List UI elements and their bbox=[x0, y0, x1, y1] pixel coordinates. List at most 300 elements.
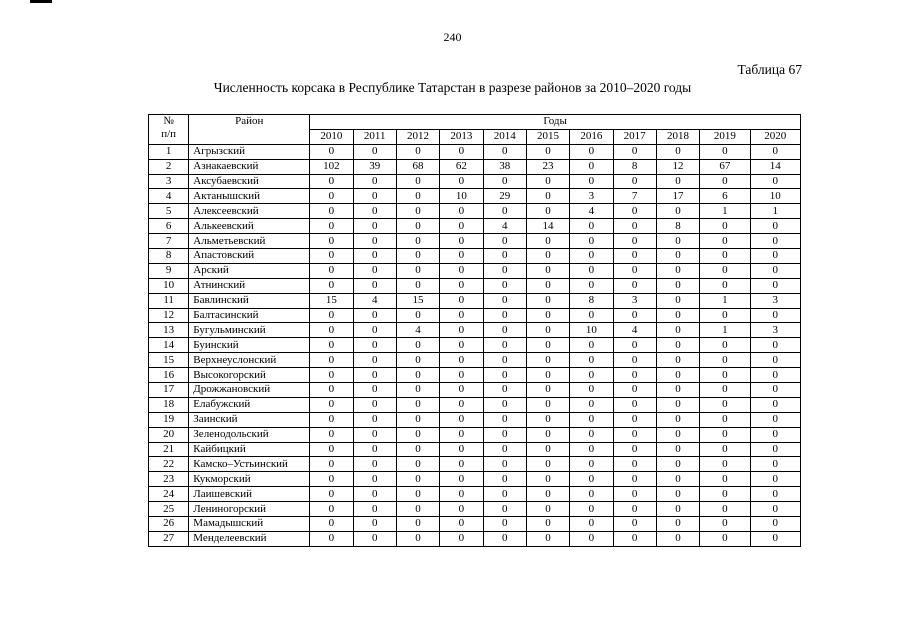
count-cell: 0 bbox=[613, 278, 656, 293]
count-cell: 0 bbox=[396, 472, 439, 487]
count-cell: 0 bbox=[353, 204, 396, 219]
row-number: 18 bbox=[149, 397, 189, 412]
count-cell: 68 bbox=[396, 159, 439, 174]
count-cell: 0 bbox=[570, 353, 613, 368]
row-number: 20 bbox=[149, 427, 189, 442]
count-cell: 0 bbox=[440, 144, 483, 159]
row-number: 10 bbox=[149, 278, 189, 293]
count-cell: 0 bbox=[656, 204, 699, 219]
count-cell: 0 bbox=[526, 502, 569, 517]
count-cell: 0 bbox=[750, 353, 800, 368]
district-name: Камско–Устьинский bbox=[189, 457, 310, 472]
district-name: Верхнеуслонский bbox=[189, 353, 310, 368]
row-number: 16 bbox=[149, 368, 189, 383]
count-cell: 0 bbox=[396, 502, 439, 517]
header-year: 2016 bbox=[570, 129, 613, 144]
count-cell: 3 bbox=[750, 293, 800, 308]
count-cell: 0 bbox=[700, 383, 750, 398]
count-cell: 0 bbox=[570, 517, 613, 532]
district-name: Алексеевский bbox=[189, 204, 310, 219]
count-cell: 0 bbox=[310, 487, 353, 502]
count-cell: 0 bbox=[656, 397, 699, 412]
table-row bbox=[149, 278, 801, 293]
count-cell: 0 bbox=[526, 412, 569, 427]
count-cell: 0 bbox=[526, 323, 569, 338]
count-cell: 0 bbox=[310, 368, 353, 383]
count-cell: 0 bbox=[750, 412, 800, 427]
count-cell: 0 bbox=[483, 204, 526, 219]
count-cell: 0 bbox=[570, 442, 613, 457]
count-cell: 0 bbox=[310, 427, 353, 442]
count-cell: 0 bbox=[570, 249, 613, 264]
count-cell: 39 bbox=[353, 159, 396, 174]
count-cell: 0 bbox=[613, 472, 656, 487]
count-cell: 0 bbox=[310, 263, 353, 278]
row-number: 22 bbox=[149, 457, 189, 472]
district-name: Елабужский bbox=[189, 397, 310, 412]
count-cell: 0 bbox=[310, 278, 353, 293]
table-row bbox=[149, 442, 801, 457]
district-name: Актанышский bbox=[189, 189, 310, 204]
count-cell: 0 bbox=[570, 531, 613, 546]
count-cell: 0 bbox=[613, 442, 656, 457]
count-cell: 0 bbox=[310, 323, 353, 338]
count-cell: 0 bbox=[526, 263, 569, 278]
count-cell: 0 bbox=[483, 412, 526, 427]
count-cell: 0 bbox=[750, 308, 800, 323]
count-cell: 0 bbox=[396, 308, 439, 323]
table-row bbox=[149, 353, 801, 368]
count-cell: 0 bbox=[570, 412, 613, 427]
count-cell: 0 bbox=[526, 278, 569, 293]
count-cell: 4 bbox=[613, 323, 656, 338]
count-cell: 0 bbox=[440, 249, 483, 264]
row-number: 5 bbox=[149, 204, 189, 219]
count-cell: 0 bbox=[440, 472, 483, 487]
count-cell: 15 bbox=[310, 293, 353, 308]
district-name: Менделеевский bbox=[189, 531, 310, 546]
count-cell: 0 bbox=[700, 487, 750, 502]
count-cell: 0 bbox=[310, 234, 353, 249]
count-cell: 0 bbox=[440, 427, 483, 442]
count-cell: 0 bbox=[353, 338, 396, 353]
count-cell: 8 bbox=[613, 159, 656, 174]
count-cell: 0 bbox=[396, 189, 439, 204]
count-cell: 0 bbox=[700, 234, 750, 249]
count-cell: 0 bbox=[353, 517, 396, 532]
count-cell: 0 bbox=[440, 174, 483, 189]
count-cell: 12 bbox=[656, 159, 699, 174]
count-cell: 1 bbox=[700, 204, 750, 219]
count-cell: 0 bbox=[526, 189, 569, 204]
count-cell: 0 bbox=[613, 487, 656, 502]
count-cell: 0 bbox=[570, 234, 613, 249]
district-name: Аксубаевский bbox=[189, 174, 310, 189]
table-row bbox=[149, 249, 801, 264]
count-cell: 0 bbox=[483, 368, 526, 383]
count-cell: 0 bbox=[353, 531, 396, 546]
count-cell: 0 bbox=[396, 412, 439, 427]
count-cell: 0 bbox=[656, 368, 699, 383]
table-title: Численность корсака в Республике Татарстан в разрезе районов за 2010–2020 годы bbox=[213, 80, 692, 95]
district-name: Кайбицкий bbox=[189, 442, 310, 457]
table-row bbox=[149, 293, 801, 308]
district-name: Мамадышский bbox=[189, 517, 310, 532]
count-cell: 0 bbox=[396, 263, 439, 278]
header-year: 2019 bbox=[700, 129, 750, 144]
count-cell: 0 bbox=[526, 442, 569, 457]
count-cell: 0 bbox=[353, 189, 396, 204]
row-number: 14 bbox=[149, 338, 189, 353]
count-cell: 0 bbox=[353, 144, 396, 159]
count-cell: 0 bbox=[656, 457, 699, 472]
count-cell: 8 bbox=[656, 219, 699, 234]
count-cell: 0 bbox=[570, 308, 613, 323]
count-cell: 0 bbox=[396, 457, 439, 472]
count-cell: 0 bbox=[526, 293, 569, 308]
table-row bbox=[149, 531, 801, 546]
count-cell: 0 bbox=[483, 308, 526, 323]
count-cell: 0 bbox=[440, 487, 483, 502]
count-cell: 0 bbox=[700, 397, 750, 412]
district-name: Алькеевский bbox=[189, 219, 310, 234]
district-name: Высокогорский bbox=[189, 368, 310, 383]
count-cell: 0 bbox=[396, 234, 439, 249]
table-row bbox=[149, 487, 801, 502]
count-cell: 0 bbox=[613, 219, 656, 234]
district-name: Бугульминский bbox=[189, 323, 310, 338]
header-district: Район bbox=[189, 115, 310, 145]
count-cell: 0 bbox=[700, 531, 750, 546]
table-row bbox=[149, 383, 801, 398]
page-number: 240 bbox=[443, 30, 462, 44]
count-cell: 0 bbox=[396, 427, 439, 442]
count-cell: 0 bbox=[750, 338, 800, 353]
count-cell: 0 bbox=[526, 487, 569, 502]
count-cell: 0 bbox=[483, 487, 526, 502]
count-cell: 0 bbox=[750, 263, 800, 278]
count-cell: 0 bbox=[483, 338, 526, 353]
count-cell: 0 bbox=[570, 457, 613, 472]
count-cell: 0 bbox=[353, 323, 396, 338]
row-number: 3 bbox=[149, 174, 189, 189]
count-cell: 0 bbox=[310, 502, 353, 517]
count-cell: 0 bbox=[396, 531, 439, 546]
count-cell: 0 bbox=[440, 234, 483, 249]
count-cell: 0 bbox=[700, 353, 750, 368]
row-number: 12 bbox=[149, 308, 189, 323]
count-cell: 0 bbox=[483, 457, 526, 472]
count-cell: 0 bbox=[353, 397, 396, 412]
count-cell: 0 bbox=[570, 278, 613, 293]
count-cell: 0 bbox=[613, 531, 656, 546]
row-number: 19 bbox=[149, 412, 189, 427]
count-cell: 0 bbox=[570, 472, 613, 487]
district-name: Балтасинский bbox=[189, 308, 310, 323]
count-cell: 0 bbox=[440, 397, 483, 412]
count-cell: 0 bbox=[656, 517, 699, 532]
count-cell: 0 bbox=[613, 517, 656, 532]
header-years-group: Годы bbox=[310, 115, 801, 130]
row-number: 26 bbox=[149, 517, 189, 532]
header-year: 2020 bbox=[750, 129, 800, 144]
row-number: 6 bbox=[149, 219, 189, 234]
count-cell: 8 bbox=[570, 293, 613, 308]
count-cell: 0 bbox=[700, 412, 750, 427]
count-cell: 0 bbox=[483, 353, 526, 368]
count-cell: 0 bbox=[700, 144, 750, 159]
count-cell: 0 bbox=[396, 338, 439, 353]
table-header bbox=[149, 115, 801, 145]
count-cell: 0 bbox=[570, 383, 613, 398]
header-year: 2011 bbox=[353, 129, 396, 144]
count-cell: 0 bbox=[750, 502, 800, 517]
count-cell: 0 bbox=[310, 144, 353, 159]
count-cell: 0 bbox=[613, 397, 656, 412]
count-cell: 0 bbox=[570, 159, 613, 174]
count-cell: 0 bbox=[526, 204, 569, 219]
count-cell: 0 bbox=[656, 308, 699, 323]
header-year: 2010 bbox=[310, 129, 353, 144]
count-cell: 0 bbox=[440, 502, 483, 517]
count-cell: 0 bbox=[483, 249, 526, 264]
count-cell: 0 bbox=[440, 219, 483, 234]
district-name: Дрожжановский bbox=[189, 383, 310, 398]
table-number: Таблица 67 bbox=[737, 62, 802, 77]
district-name: Лениногорский bbox=[189, 502, 310, 517]
count-cell: 0 bbox=[656, 427, 699, 442]
count-cell: 38 bbox=[483, 159, 526, 174]
count-cell: 0 bbox=[700, 442, 750, 457]
count-cell: 0 bbox=[396, 204, 439, 219]
count-cell: 0 bbox=[700, 249, 750, 264]
count-cell: 0 bbox=[440, 457, 483, 472]
count-cell: 0 bbox=[483, 383, 526, 398]
count-cell: 0 bbox=[310, 397, 353, 412]
count-cell: 7 bbox=[613, 189, 656, 204]
count-cell: 62 bbox=[440, 159, 483, 174]
row-number: 7 bbox=[149, 234, 189, 249]
count-cell: 0 bbox=[396, 487, 439, 502]
count-cell: 0 bbox=[570, 219, 613, 234]
header-year: 2014 bbox=[483, 129, 526, 144]
row-number: 25 bbox=[149, 502, 189, 517]
count-cell: 0 bbox=[353, 457, 396, 472]
count-cell: 0 bbox=[396, 442, 439, 457]
count-cell: 0 bbox=[396, 144, 439, 159]
count-cell: 0 bbox=[310, 308, 353, 323]
district-name: Альметьевский bbox=[189, 234, 310, 249]
count-cell: 0 bbox=[613, 308, 656, 323]
count-cell: 0 bbox=[613, 263, 656, 278]
count-cell: 0 bbox=[750, 383, 800, 398]
district-name: Буинский bbox=[189, 338, 310, 353]
count-cell: 0 bbox=[396, 249, 439, 264]
count-cell: 0 bbox=[613, 204, 656, 219]
count-cell: 0 bbox=[440, 383, 483, 398]
count-cell: 0 bbox=[483, 517, 526, 532]
count-cell: 0 bbox=[526, 397, 569, 412]
count-cell: 0 bbox=[750, 472, 800, 487]
count-cell: 0 bbox=[700, 502, 750, 517]
count-cell: 0 bbox=[310, 531, 353, 546]
count-cell: 0 bbox=[353, 234, 396, 249]
count-cell: 0 bbox=[656, 472, 699, 487]
count-cell: 0 bbox=[700, 338, 750, 353]
count-cell: 102 bbox=[310, 159, 353, 174]
count-cell: 17 bbox=[656, 189, 699, 204]
count-cell: 0 bbox=[613, 383, 656, 398]
row-number: 4 bbox=[149, 189, 189, 204]
table-row bbox=[149, 412, 801, 427]
table-row bbox=[149, 204, 801, 219]
count-cell: 0 bbox=[310, 189, 353, 204]
count-cell: 0 bbox=[483, 263, 526, 278]
count-cell: 0 bbox=[656, 249, 699, 264]
count-cell: 0 bbox=[750, 517, 800, 532]
count-cell: 14 bbox=[526, 219, 569, 234]
count-cell: 15 bbox=[396, 293, 439, 308]
table-row bbox=[149, 323, 801, 338]
count-cell: 0 bbox=[310, 338, 353, 353]
table-body bbox=[149, 144, 801, 546]
table-row bbox=[149, 368, 801, 383]
count-cell: 0 bbox=[483, 278, 526, 293]
count-cell: 0 bbox=[310, 219, 353, 234]
header-year: 2018 bbox=[656, 129, 699, 144]
count-cell: 0 bbox=[353, 487, 396, 502]
count-cell: 0 bbox=[613, 457, 656, 472]
count-cell: 0 bbox=[396, 174, 439, 189]
count-cell: 0 bbox=[656, 338, 699, 353]
count-cell: 1 bbox=[700, 323, 750, 338]
count-cell: 0 bbox=[396, 278, 439, 293]
count-cell: 3 bbox=[750, 323, 800, 338]
district-name: Кукморский bbox=[189, 472, 310, 487]
table-row bbox=[149, 308, 801, 323]
count-cell: 0 bbox=[310, 174, 353, 189]
district-name: Бавлинский bbox=[189, 293, 310, 308]
count-cell: 0 bbox=[440, 308, 483, 323]
table-row bbox=[149, 457, 801, 472]
district-name: Заинский bbox=[189, 412, 310, 427]
district-name: Апастовский bbox=[189, 249, 310, 264]
count-cell: 0 bbox=[613, 412, 656, 427]
count-cell: 0 bbox=[700, 263, 750, 278]
count-cell: 0 bbox=[353, 412, 396, 427]
district-name: Агрызский bbox=[189, 144, 310, 159]
count-cell: 0 bbox=[750, 234, 800, 249]
count-cell: 23 bbox=[526, 159, 569, 174]
count-cell: 0 bbox=[440, 412, 483, 427]
count-cell: 0 bbox=[353, 383, 396, 398]
count-cell: 0 bbox=[440, 338, 483, 353]
table-row bbox=[149, 219, 801, 234]
table-row bbox=[149, 502, 801, 517]
count-cell: 0 bbox=[570, 174, 613, 189]
count-cell: 0 bbox=[310, 472, 353, 487]
header-year: 2015 bbox=[526, 129, 569, 144]
count-cell: 0 bbox=[483, 502, 526, 517]
table-row bbox=[149, 338, 801, 353]
table-row bbox=[149, 472, 801, 487]
count-cell: 0 bbox=[440, 442, 483, 457]
count-cell: 0 bbox=[700, 517, 750, 532]
count-cell: 0 bbox=[750, 442, 800, 457]
count-cell: 0 bbox=[613, 249, 656, 264]
count-cell: 0 bbox=[526, 368, 569, 383]
count-cell: 0 bbox=[353, 353, 396, 368]
count-cell: 0 bbox=[526, 457, 569, 472]
count-cell: 0 bbox=[570, 338, 613, 353]
count-cell: 0 bbox=[613, 144, 656, 159]
count-cell: 0 bbox=[310, 517, 353, 532]
count-cell: 0 bbox=[656, 412, 699, 427]
row-number: 23 bbox=[149, 472, 189, 487]
count-cell: 0 bbox=[483, 323, 526, 338]
count-cell: 0 bbox=[526, 427, 569, 442]
count-cell: 0 bbox=[656, 531, 699, 546]
count-cell: 0 bbox=[353, 502, 396, 517]
count-cell: 0 bbox=[700, 219, 750, 234]
row-number: 11 bbox=[149, 293, 189, 308]
count-cell: 10 bbox=[440, 189, 483, 204]
count-cell: 0 bbox=[483, 531, 526, 546]
count-cell: 0 bbox=[750, 397, 800, 412]
row-number: 1 bbox=[149, 144, 189, 159]
count-cell: 0 bbox=[483, 293, 526, 308]
count-cell: 0 bbox=[353, 442, 396, 457]
count-cell: 0 bbox=[526, 353, 569, 368]
count-cell: 0 bbox=[526, 234, 569, 249]
count-cell: 0 bbox=[353, 219, 396, 234]
count-cell: 0 bbox=[353, 308, 396, 323]
count-cell: 0 bbox=[656, 323, 699, 338]
count-cell: 0 bbox=[440, 293, 483, 308]
count-cell: 0 bbox=[656, 293, 699, 308]
count-cell: 29 bbox=[483, 189, 526, 204]
count-cell: 0 bbox=[750, 457, 800, 472]
count-cell: 0 bbox=[613, 353, 656, 368]
count-cell: 0 bbox=[353, 472, 396, 487]
count-cell: 0 bbox=[483, 427, 526, 442]
table-row bbox=[149, 427, 801, 442]
district-name: Зеленодольский bbox=[189, 427, 310, 442]
district-name: Лаишевский bbox=[189, 487, 310, 502]
count-cell: 0 bbox=[396, 368, 439, 383]
count-cell: 0 bbox=[440, 263, 483, 278]
count-cell: 67 bbox=[700, 159, 750, 174]
count-cell: 0 bbox=[656, 383, 699, 398]
count-cell: 0 bbox=[440, 278, 483, 293]
count-cell: 0 bbox=[750, 427, 800, 442]
count-cell: 0 bbox=[700, 427, 750, 442]
count-cell: 0 bbox=[570, 397, 613, 412]
count-cell: 0 bbox=[310, 204, 353, 219]
row-number: 2 bbox=[149, 159, 189, 174]
count-cell: 0 bbox=[440, 353, 483, 368]
table-row bbox=[149, 397, 801, 412]
count-cell: 0 bbox=[656, 144, 699, 159]
count-cell: 0 bbox=[483, 472, 526, 487]
count-cell: 0 bbox=[353, 278, 396, 293]
count-cell: 0 bbox=[570, 263, 613, 278]
count-cell: 3 bbox=[570, 189, 613, 204]
count-cell: 0 bbox=[750, 174, 800, 189]
count-cell: 0 bbox=[570, 427, 613, 442]
count-cell: 0 bbox=[440, 204, 483, 219]
count-cell: 10 bbox=[570, 323, 613, 338]
